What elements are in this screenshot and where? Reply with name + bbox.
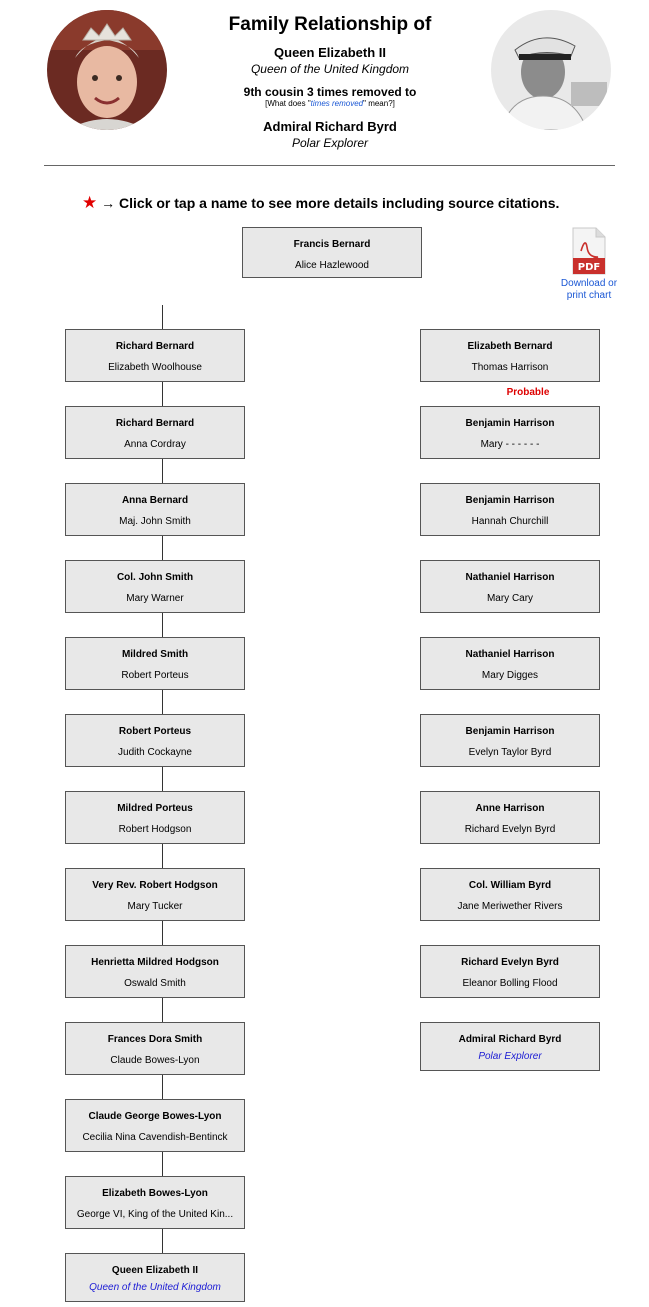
spouse-name[interactable]: Thomas Harrison [471, 362, 549, 373]
spouse-name[interactable]: Eleanor Bolling Flood [462, 978, 558, 989]
person-box[interactable] [420, 1022, 600, 1071]
times-removed-note [170, 99, 490, 108]
download-pdf-link[interactable] [556, 227, 622, 302]
person-name[interactable]: Benjamin Harrison [465, 495, 555, 506]
person-name[interactable]: Admiral Richard Byrd [458, 1034, 562, 1045]
person-name[interactable]: Col. William Byrd [468, 880, 552, 891]
spouse-name[interactable]: Cecilia Nina Cavendish-Bentinck [82, 1132, 228, 1143]
person-box[interactable] [65, 1099, 245, 1152]
person-name[interactable]: Robert Porteus [118, 726, 192, 737]
person-box[interactable] [65, 1176, 245, 1229]
person-name[interactable]: Nathaniel Harrison [465, 572, 555, 583]
times-removed-link[interactable]: times removed [310, 99, 364, 108]
person-box[interactable] [65, 945, 245, 998]
person-box[interactable] [420, 637, 600, 690]
person2-name[interactable]: Admiral Richard Byrd [263, 119, 397, 134]
person2-subtitle: Polar Explorer [291, 136, 369, 150]
spouse-name[interactable]: Richard Evelyn Byrd [464, 824, 556, 835]
person-box[interactable] [65, 406, 245, 459]
spouse-name[interactable]: Hannah Churchill [471, 516, 549, 527]
person-box[interactable] [65, 1022, 245, 1075]
spouse-name[interactable]: George VI, King of the United Kin... [76, 1209, 234, 1220]
person1-name[interactable]: Queen Elizabeth II [274, 45, 386, 60]
person-name[interactable]: Francis Bernard [293, 239, 371, 250]
person-subtitle: Polar Explorer [478, 1051, 542, 1062]
connector-line [162, 844, 163, 868]
note-prefix: [What does " [265, 99, 311, 108]
spouse-name[interactable]: Elizabeth Woolhouse [108, 362, 202, 373]
connector-line [162, 613, 163, 637]
pdf-label-line1: Download or [560, 278, 618, 289]
spouse-name[interactable]: Alice Hazlewood [295, 260, 369, 271]
connector-line [162, 921, 163, 945]
header-divider [44, 165, 615, 166]
person-name[interactable]: Claude George Bowes-Lyon [88, 1111, 222, 1122]
person-box[interactable] [65, 868, 245, 921]
person-name[interactable]: Col. John Smith [116, 572, 194, 583]
person-box[interactable] [65, 483, 245, 536]
person-name[interactable]: Frances Dora Smith [107, 1034, 203, 1045]
person-name[interactable]: Benjamin Harrison [465, 726, 555, 737]
connector-line [162, 998, 163, 1022]
person-name[interactable]: Richard Bernard [115, 418, 195, 429]
person-subtitle: Queen of the United Kingdom [89, 1282, 221, 1293]
person-box[interactable] [420, 868, 600, 921]
person-name[interactable]: Elizabeth Bowes-Lyon [102, 1188, 208, 1199]
spouse-name[interactable]: Robert Porteus [121, 670, 189, 681]
probable-label: Probable [506, 387, 550, 398]
person1-subtitle: Queen of the United Kingdom [250, 62, 410, 76]
pdf-icon [572, 227, 606, 275]
spouse-name[interactable]: Mary Digges [481, 670, 539, 681]
star-icon: ★ [82, 193, 98, 212]
connector-line [162, 1152, 163, 1176]
spouse-name[interactable]: Mary - - - - - - [480, 439, 540, 450]
person-box[interactable] [420, 329, 600, 382]
person-box[interactable] [65, 560, 245, 613]
person-name[interactable]: Mildred Porteus [117, 803, 193, 814]
spouse-name[interactable]: Claude Bowes-Lyon [110, 1055, 200, 1066]
connector-line [162, 382, 163, 406]
note-suffix: " mean?] [363, 99, 395, 108]
connector-line [162, 305, 163, 329]
person-box[interactable] [420, 714, 600, 767]
person-name[interactable]: Anna Bernard [121, 495, 189, 506]
spouse-name[interactable]: Mary Warner [126, 593, 184, 604]
person-box[interactable] [65, 714, 245, 767]
person-name[interactable]: Henrietta Mildred Hodgson [91, 957, 219, 968]
spouse-name[interactable]: Evelyn Taylor Byrd [468, 747, 552, 758]
person-name[interactable]: Anne Harrison [475, 803, 545, 814]
spouse-name[interactable]: Anna Cordray [124, 439, 186, 450]
person-box[interactable] [420, 483, 600, 536]
connector-line [162, 767, 163, 791]
spouse-name[interactable]: Mary Tucker [127, 901, 183, 912]
person-box[interactable] [420, 560, 600, 613]
person-box[interactable] [65, 329, 245, 382]
queen-elizabeth-photo[interactable] [47, 10, 167, 130]
person-box[interactable] [420, 406, 600, 459]
pdf-label[interactable] [556, 278, 622, 302]
spouse-name[interactable]: Mary Cary [486, 593, 534, 604]
person-box[interactable] [65, 637, 245, 690]
page-title: Family Relationship of [228, 14, 432, 35]
relationship-text: 9th cousin 3 times removed to [243, 85, 417, 99]
person-box[interactable] [65, 1253, 245, 1302]
person-name[interactable]: Elizabeth Bernard [467, 341, 553, 352]
connector-line [162, 1075, 163, 1099]
instruction-text [82, 193, 622, 213]
spouse-name[interactable]: Jane Meriwether Rivers [457, 901, 563, 912]
pdf-label-line2: print chart [566, 290, 612, 301]
person-name[interactable]: Queen Elizabeth II [111, 1265, 199, 1276]
svg-text:PDF: PDF [577, 262, 601, 273]
person-name[interactable]: Benjamin Harrison [465, 418, 555, 429]
spouse-name[interactable]: Robert Hodgson [118, 824, 192, 835]
admiral-byrd-photo[interactable] [491, 10, 611, 130]
person-box[interactable] [420, 945, 600, 998]
person-name[interactable]: Richard Evelyn Byrd [461, 957, 559, 968]
connector-line [162, 536, 163, 560]
spouse-name[interactable]: Oswald Smith [124, 978, 186, 989]
root-ancestor-box[interactable] [242, 227, 422, 278]
person-box[interactable] [65, 791, 245, 844]
person-name[interactable]: Richard Bernard [115, 341, 195, 352]
spouse-name[interactable]: Maj. John Smith [119, 516, 191, 527]
connector-line [162, 1229, 163, 1253]
spouse-name[interactable]: Judith Cockayne [118, 747, 192, 758]
connector-line [162, 459, 163, 483]
connector-line [162, 690, 163, 714]
person-name[interactable]: Very Rev. Robert Hodgson [92, 880, 218, 891]
person-name[interactable]: Nathaniel Harrison [465, 649, 555, 660]
person-box[interactable] [420, 791, 600, 844]
instruction-label: → Click or tap a name to see more details including source citations. [101, 195, 560, 211]
person-name[interactable]: Mildred Smith [121, 649, 189, 660]
